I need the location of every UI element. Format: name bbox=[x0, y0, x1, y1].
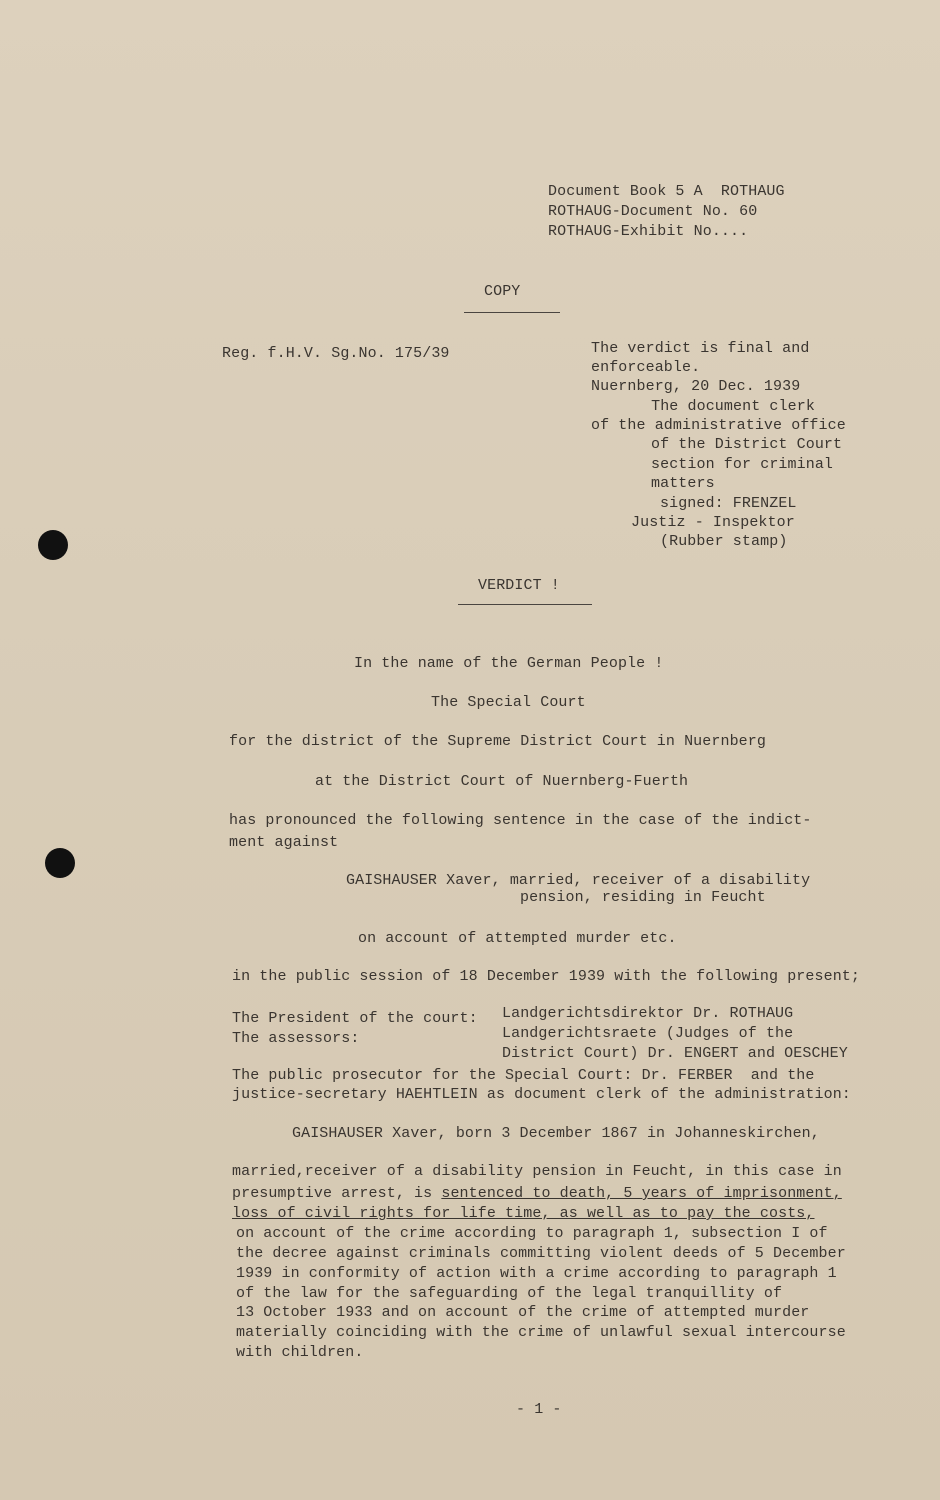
notice-line: The verdict is final and bbox=[591, 340, 810, 357]
header-line: ROTHAUG-Exhibit No.... bbox=[548, 223, 749, 240]
pronounce-line: has pronounced the following sentence in the case of the indict- bbox=[229, 812, 812, 829]
page-number: - 1 - bbox=[516, 1401, 562, 1418]
punch-hole bbox=[38, 530, 68, 560]
sentence-verdict-underlined: loss of civil rights for life time, as well as to pay the costs, bbox=[232, 1205, 815, 1222]
notice-line: of the District Court bbox=[651, 436, 843, 453]
court-intro-line: The Special Court bbox=[431, 694, 586, 711]
charge-line: on account of attempted murder etc. bbox=[358, 930, 677, 947]
verdict-title: VERDICT ! bbox=[478, 577, 560, 594]
president-value: Landgerichtsdirektor Dr. ROTHAUG bbox=[502, 1005, 794, 1022]
notice-line: enforceable. bbox=[591, 359, 701, 376]
sentence-line: materially coinciding with the crime of unlawful sexual intercourse bbox=[236, 1324, 846, 1341]
notice-signature: signed: FRENZEL bbox=[660, 495, 797, 512]
session-line: in the public session of 18 December 1939 with the following present; bbox=[232, 968, 861, 985]
president-label: The President of the court: bbox=[232, 1010, 478, 1027]
sentence-line: of the law for the safeguarding of the legal tranquillity of bbox=[236, 1285, 783, 1302]
sentence-line: with children. bbox=[236, 1344, 364, 1361]
notice-line: (Rubber stamp) bbox=[660, 533, 788, 550]
sentence-line: 13 October 1933 and on account of the crime of attempted murder bbox=[236, 1304, 810, 1321]
pronounce-line: ment against bbox=[229, 834, 339, 851]
verdict-underline bbox=[458, 604, 592, 605]
court-intro-line: at the District Court of Nuernberg-Fuerth bbox=[315, 773, 689, 790]
notice-line: Nuernberg, 20 Dec. 1939 bbox=[591, 378, 801, 395]
notice-line: section for criminal bbox=[651, 456, 834, 473]
sentence-line: married,receiver of a disability pension in Feucht, in this case in bbox=[232, 1163, 842, 1180]
copy-underline bbox=[464, 312, 560, 313]
notice-line: The document clerk bbox=[642, 398, 815, 415]
defendant-line: pension, residing in Feucht bbox=[520, 889, 766, 906]
sentence-line bbox=[232, 1184, 842, 1204]
notice-line: Justiz - Inspektor bbox=[631, 514, 795, 531]
court-intro-line: In the name of the German People ! bbox=[354, 655, 664, 672]
sentence-line: the decree against criminals committing violent deeds of 5 December bbox=[236, 1245, 846, 1262]
prosecutor-line: The public prosecutor for the Special Court: Dr. FERBER and the bbox=[232, 1067, 815, 1084]
header-line: Document Book 5 A ROTHAUG bbox=[548, 183, 785, 200]
sentence-text: presumptive arrest, is bbox=[232, 1185, 442, 1202]
court-intro-line: for the district of the Supreme District Court in Nuernberg bbox=[229, 733, 766, 750]
assessors-label: The assessors: bbox=[232, 1030, 360, 1047]
assessors-value: District Court) Dr. ENGERT and OESCHEY bbox=[502, 1045, 848, 1062]
sentence-line: on account of the crime according to paragraph 1, subsection I of bbox=[236, 1225, 828, 1242]
sentence-subject: GAISHAUSER Xaver, born 3 December 1867 in Johanneskirchen, bbox=[292, 1125, 820, 1142]
header-line: ROTHAUG-Document No. 60 bbox=[548, 203, 758, 220]
notice-line: of the administrative office bbox=[591, 417, 846, 434]
clerk-line: justice-secretary HAEHTLEIN as document clerk of the administration: bbox=[232, 1086, 851, 1103]
sentence-line: 1939 in conformity of action with a crime according to paragraph 1 bbox=[236, 1265, 837, 1282]
punch-hole bbox=[45, 848, 75, 878]
reg-number: Reg. f.H.V. Sg.No. 175/39 bbox=[222, 345, 450, 362]
sentence-verdict-underlined: sentenced to death, 5 years of imprisonment, bbox=[441, 1185, 842, 1202]
defendant-line: GAISHAUSER Xaver, married, receiver of a disability bbox=[346, 872, 811, 889]
notice-line: matters bbox=[651, 475, 715, 492]
assessors-value: Landgerichtsraete (Judges of the bbox=[502, 1025, 794, 1042]
copy-label: COPY bbox=[484, 283, 521, 300]
